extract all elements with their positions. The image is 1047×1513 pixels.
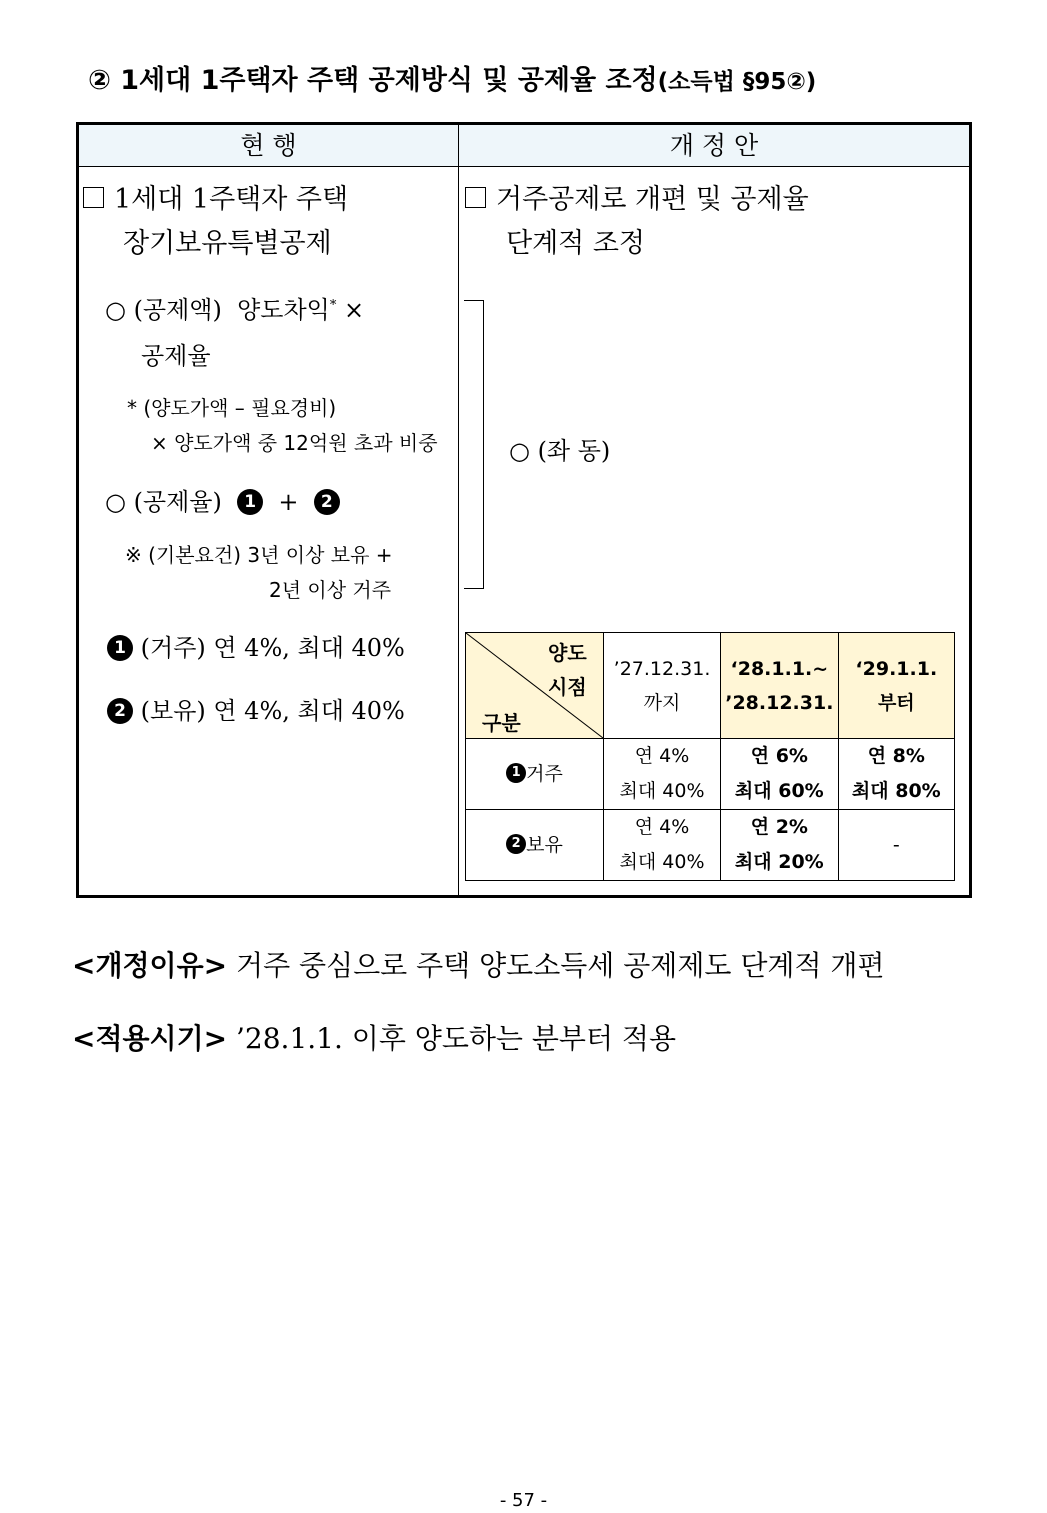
column-header-2027: ’27.12.31. 까지 [604, 633, 721, 739]
current-heading-line2: 장기보유특별공제 [123, 228, 332, 259]
revision-reason-text: 거주 중심으로 주택 양도소득세 공제제도 단계적 개편 [236, 949, 885, 982]
page-number: - 57 - [499, 1490, 548, 1511]
header-current: 현 행 [240, 131, 297, 160]
table-cell: 연 8% 최대 80% [838, 739, 954, 810]
row-label-holding: 2 보유 [466, 810, 604, 881]
deduction-amount: ○ (공제액) 양도차익* × [105, 296, 365, 324]
residence-rate: 1 (거주) 연 4%, 최대 40% [107, 628, 405, 663]
revision-reason [72, 944, 885, 984]
deduction-amount-line2: 공제율 [141, 342, 211, 370]
corner-cell [466, 633, 604, 739]
proposed-heading-line2: 단계적 조정 [506, 228, 645, 259]
comparison-table [76, 122, 972, 898]
column-divider [458, 125, 459, 895]
header-proposed: 개 정 안 [669, 131, 759, 160]
checkbox-square-icon [465, 187, 486, 208]
rate-schedule-table [465, 632, 955, 881]
table-header [79, 125, 969, 167]
table-cell: 연 2% 최대 20% [721, 810, 839, 881]
circled-one-icon: 1 [237, 489, 263, 515]
footnote-line1: * (양도가액 – 필요경비) [127, 396, 337, 420]
footnote-line2: × 양도가액 중 12억원 초과 비중 [151, 431, 438, 455]
column-header-2028: ‘28.1.1.~ ’28.12.31. [721, 633, 839, 739]
table-cell: 연 6% 최대 60% [721, 739, 839, 810]
checkbox-square-icon [83, 187, 104, 208]
deduction-rate: ○ (공제율) 1 + 2 [105, 482, 340, 517]
corner-top1: 양도 [548, 641, 587, 665]
corner-top2: 시점 [548, 675, 587, 699]
circled-one-icon: 1 [506, 763, 526, 783]
section-title: ② 1세대 1주택자 주택 공제방식 및 공제율 조정(소득법 §95②) [88, 65, 817, 96]
effective-date-text: ’28.1.1. 이후 양도하는 분부터 적용 [236, 1022, 677, 1055]
corner-bottom: 구분 [482, 711, 521, 735]
bracket-icon [464, 300, 484, 589]
current-heading: 1세대 1주택자 주택 [83, 177, 348, 216]
table-row [466, 739, 955, 810]
effective-date-label: <적용시기> [72, 1022, 228, 1055]
title-reference: (소득법 §95②) [657, 69, 817, 95]
circled-one-icon: 1 [107, 635, 133, 661]
basic-requirement-line2: 2년 이상 거주 [269, 578, 392, 602]
table-cell: 연 4% 최대 40% [604, 810, 721, 881]
column-header-2029: ‘29.1.1. 부터 [838, 633, 954, 739]
basic-requirement-line1: ※ (기본요건) 3년 이상 보유 + [125, 543, 393, 567]
circled-two-icon: 2 [107, 698, 133, 724]
table-cell: - [838, 810, 954, 881]
table-cell: 연 4% 최대 40% [604, 739, 721, 810]
circled-two-icon: 2 [314, 489, 340, 515]
proposed-heading: 거주공제로 개편 및 공제율 [465, 177, 809, 216]
row-label-residence: 1 거주 [466, 739, 604, 810]
revision-reason-label: <개정이유> [72, 949, 228, 982]
same-as-left: ○ (좌 동) [509, 437, 611, 465]
effective-date [72, 1017, 676, 1057]
holding-rate: 2 (보유) 연 4%, 최대 40% [107, 691, 405, 726]
circled-two-icon: 2 [506, 834, 526, 854]
table-row [466, 810, 955, 881]
